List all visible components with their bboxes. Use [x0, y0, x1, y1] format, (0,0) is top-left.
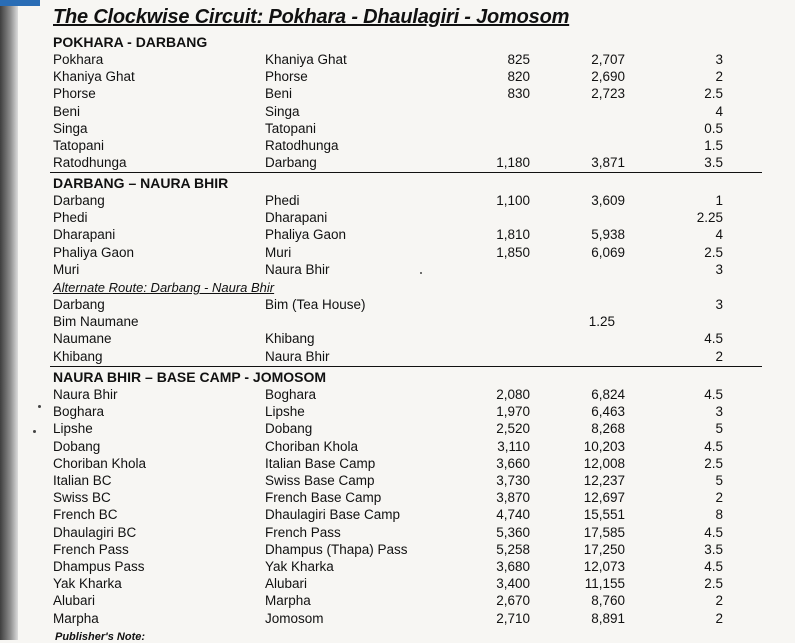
altitude-m: 1,850	[496, 244, 530, 260]
to-place: Phorse	[265, 69, 308, 85]
to-place: Dobang	[265, 421, 313, 437]
walking-hours: 2.5	[704, 576, 723, 592]
to-place: Singa	[265, 103, 300, 119]
altitude-m: 3,730	[496, 473, 530, 488]
altitude-m: 2,670	[496, 593, 530, 609]
walking-hours: 8	[715, 507, 723, 523]
to-place: Khaniya Ghat	[265, 52, 347, 67]
from-place: Italian BC	[53, 473, 112, 488]
altitude-ft: 8,760	[591, 593, 625, 609]
altitude-ft: 3,609	[591, 193, 625, 208]
to-place: Khibang	[265, 331, 315, 347]
walking-hours: 3	[715, 52, 723, 67]
table-row	[0, 610, 795, 627]
corner-color-mark	[0, 0, 40, 6]
scan-speck	[38, 405, 41, 408]
walking-hours: 2.5	[704, 455, 723, 471]
table-row	[0, 506, 795, 523]
walking-hours: 4.5	[704, 438, 723, 454]
altitude-ft: 12,073	[583, 559, 625, 574]
table-row	[0, 524, 795, 541]
alternate-route-label: Alternate Route: Darbang - Naura Bhir	[53, 280, 275, 295]
to-place: Choriban Khola	[265, 438, 359, 454]
walking-hours: 3.5	[704, 155, 723, 171]
from-place: Beni	[53, 103, 81, 119]
from-place: Marpha	[53, 610, 99, 626]
walking-hours: 3	[715, 297, 723, 312]
walking-hours: 3.5	[704, 541, 723, 557]
walking-hours: 1	[715, 193, 723, 208]
table-row	[0, 85, 795, 102]
walking-hours: 3	[715, 261, 723, 277]
from-place: Ratodhunga	[53, 155, 127, 171]
altitude-ft: 8,268	[591, 421, 625, 437]
walking-hours: 2	[715, 69, 723, 85]
from-place: French BC	[53, 507, 118, 523]
altitude-ft: 3,871	[591, 155, 625, 171]
to-place: Phaliya Gaon	[265, 227, 347, 243]
page-title: The Clockwise Circuit: Pokhara - Dhaulagiri - Jomosom	[53, 6, 570, 28]
from-place: Lipshe	[53, 421, 93, 437]
table-row	[0, 313, 795, 330]
to-place: Muri	[265, 244, 292, 260]
to-place: Dhampus (Thapa) Pass	[265, 541, 408, 557]
table-row	[0, 192, 795, 209]
walking-hours: 4.5	[704, 559, 723, 574]
altitude-ft: 12,237	[583, 473, 625, 488]
walking-hours: 0.5	[704, 120, 723, 136]
walking-hours: 4.5	[704, 331, 723, 347]
altitude-m: 4,740	[496, 507, 530, 523]
from-place: Darbang	[53, 297, 105, 312]
table-row	[0, 348, 795, 365]
from-place: Alubari	[53, 593, 96, 609]
to-place: Lipshe	[265, 404, 305, 420]
altitude-m: 1,180	[496, 155, 530, 171]
to-place: Darbang	[265, 155, 317, 171]
table-row	[0, 296, 795, 313]
to-place: Beni	[265, 86, 293, 102]
from-place: Bim Naumane	[53, 314, 139, 330]
walking-hours: 1.5	[704, 138, 723, 153]
altitude-ft: 2,707	[591, 52, 625, 67]
walking-hours: 4	[715, 227, 723, 243]
altitude-m: 2,710	[496, 610, 530, 626]
table-row	[0, 154, 795, 171]
table-row	[0, 51, 795, 68]
to-place: Tatopani	[265, 120, 317, 136]
from-place: Dharapani	[53, 227, 116, 243]
to-place: Dhaulagiri Base Camp	[265, 507, 401, 523]
from-place: Khaniya Ghat	[53, 69, 135, 85]
to-place: Phedi	[265, 193, 300, 208]
from-place: Dhaulagiri BC	[53, 524, 137, 540]
altitude-m: 3,680	[496, 559, 530, 574]
from-place: Muri	[53, 261, 80, 277]
altitude-ft: 6,069	[591, 244, 625, 260]
from-place: Choriban Khola	[53, 455, 147, 471]
altitude-ft: 8,891	[591, 610, 625, 626]
to-place: Bim (Tea House)	[265, 297, 366, 312]
altitude-ft: 6,463	[591, 404, 625, 420]
from-place: Dobang	[53, 438, 101, 454]
table-row	[0, 420, 795, 437]
from-place: Swiss BC	[53, 490, 111, 506]
altitude-m: 5,258	[496, 541, 530, 557]
walking-hours: 4	[715, 103, 723, 119]
to-place: Naura Bhir	[265, 261, 330, 277]
table-row	[0, 403, 795, 420]
publishers-note-label: Publisher's Note:	[55, 631, 146, 643]
altitude-m: 2,080	[496, 387, 530, 402]
from-place: Dhampus Pass	[53, 559, 145, 574]
altitude-ft: 17,585	[583, 524, 625, 540]
from-place: Darbang	[53, 193, 105, 208]
to-place: French Pass	[265, 524, 341, 540]
table-row	[0, 120, 795, 137]
table-row	[0, 244, 795, 261]
altitude-m: 1,970	[496, 404, 530, 420]
scan-speck	[420, 272, 422, 274]
altitude-m: 3,400	[496, 576, 530, 592]
walking-hours: 2	[715, 490, 723, 506]
from-place: Naura Bhir	[53, 387, 118, 402]
to-place: Naura Bhir	[265, 348, 330, 364]
altitude-ft: 12,008	[583, 455, 625, 471]
to-place: Alubari	[265, 576, 308, 592]
table-row	[0, 137, 795, 154]
from-place: Boghara	[53, 404, 105, 420]
section-header: NAURA BHIR – BASE CAMP - JOMOSOM	[53, 369, 327, 385]
altitude-m: 830	[507, 86, 530, 102]
to-place: Jomosom	[265, 610, 324, 626]
table-row	[0, 386, 795, 403]
table-row	[0, 541, 795, 558]
from-place: Pokhara	[53, 52, 104, 67]
from-place: Phorse	[53, 86, 96, 102]
section-divider	[50, 172, 762, 173]
table-row	[0, 489, 795, 506]
altitude-ft: 15,551	[583, 507, 625, 523]
table-row	[0, 558, 795, 575]
walking-hours: 2	[715, 610, 723, 626]
scan-speck	[33, 430, 36, 433]
walking-hours: 2	[715, 593, 723, 609]
from-place: Phedi	[53, 210, 88, 226]
altitude-m: 5,360	[496, 524, 530, 540]
walking-hours: 5	[715, 473, 723, 488]
from-place: Khibang	[53, 348, 103, 364]
table-row	[0, 261, 795, 278]
table-row	[0, 472, 795, 489]
altitude-ft: 1.25	[588, 314, 615, 330]
altitude-m: 1,810	[496, 227, 530, 243]
section-divider	[50, 366, 762, 367]
walking-hours: 3	[715, 404, 723, 420]
table-row	[0, 209, 795, 226]
walking-hours: 4.5	[704, 387, 723, 402]
altitude-ft: 5,938	[591, 227, 625, 243]
walking-hours: 2.5	[704, 86, 723, 102]
walking-hours: 2.25	[696, 210, 723, 226]
to-place: Dharapani	[265, 210, 328, 226]
table-row	[0, 592, 795, 609]
altitude-ft: 10,203	[583, 438, 625, 454]
to-place: Italian Base Camp	[265, 455, 376, 471]
from-place: Singa	[53, 120, 88, 136]
table-row	[0, 226, 795, 243]
from-place: Yak Kharka	[53, 576, 122, 592]
table-row	[0, 575, 795, 592]
altitude-m: 3,110	[497, 438, 530, 454]
altitude-m: 2,520	[496, 421, 530, 437]
altitude-ft: 12,697	[583, 490, 625, 506]
table-row	[0, 330, 795, 347]
from-place: Phaliya Gaon	[53, 244, 135, 260]
table-row	[0, 438, 795, 455]
table-row	[0, 103, 795, 120]
altitude-m: 3,870	[496, 490, 530, 506]
table-row	[0, 455, 795, 472]
altitude-ft: 11,155	[584, 576, 625, 592]
altitude-m: 825	[507, 52, 530, 67]
altitude-ft: 2,723	[591, 86, 625, 102]
altitude-ft: 6,824	[591, 387, 625, 402]
to-place: Boghara	[265, 387, 317, 402]
altitude-m: 1,100	[496, 193, 530, 208]
walking-hours: 2.5	[704, 244, 723, 260]
to-place: French Base Camp	[265, 490, 382, 506]
from-place: Tatopani	[53, 138, 105, 153]
altitude-m: 3,660	[496, 455, 530, 471]
section-header: POKHARA - DARBANG	[53, 34, 208, 50]
from-place: Naumane	[53, 331, 112, 347]
section-header: DARBANG – NAURA BHIR	[53, 175, 229, 191]
to-place: Marpha	[265, 593, 311, 609]
to-place: Yak Kharka	[265, 559, 334, 574]
to-place: Ratodhunga	[265, 138, 339, 153]
to-place: Swiss Base Camp	[265, 473, 375, 488]
walking-hours: 4.5	[704, 524, 723, 540]
altitude-m: 820	[507, 69, 530, 85]
altitude-ft: 2,690	[591, 69, 625, 85]
altitude-ft: 17,250	[583, 541, 625, 557]
from-place: French Pass	[53, 541, 129, 557]
walking-hours: 2	[715, 348, 723, 364]
walking-hours: 5	[715, 421, 723, 437]
table-row	[0, 68, 795, 85]
